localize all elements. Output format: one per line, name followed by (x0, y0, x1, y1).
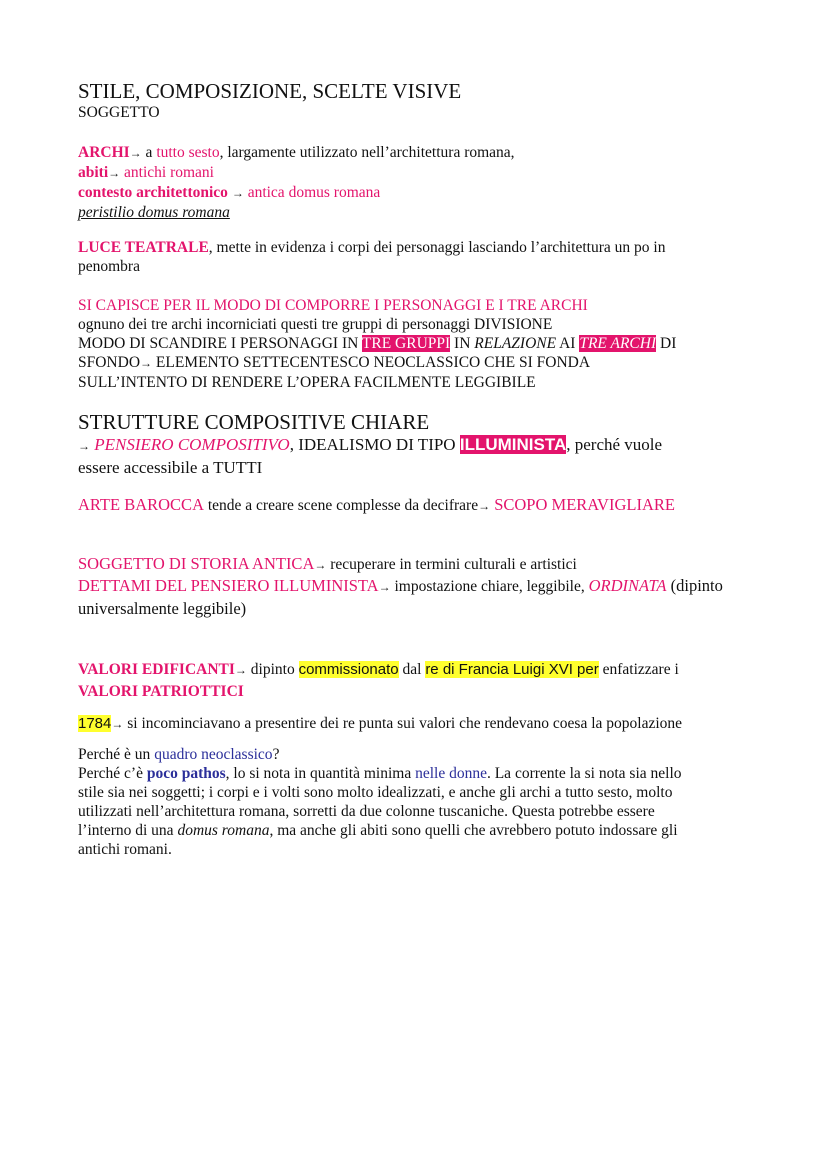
barocca-line (78, 494, 758, 517)
dettami-text: impostazione chiare, leggibile, (390, 578, 589, 595)
contesto-line (78, 183, 758, 203)
perche-l4-c: , ma anche gli abiti sono quelli che avrebbero potuto indossare gli (269, 822, 678, 839)
perche-line-2: stile sia nei soggetti; i corpi e i volti sono molto idealizzati, e anche gli archi a tutto sesto, molto (78, 784, 673, 801)
commissionato-highlight: commissionato (298, 661, 399, 678)
relazione-text: RELAZIONE (474, 335, 557, 352)
composizione-section (78, 296, 758, 392)
perche-l1-e: . La corrente la si nota sia nello (486, 765, 682, 782)
page-title: STILE, COMPOSIZIONE, SCELTE VISIVE (78, 79, 462, 103)
arrow-icon: → (231, 186, 244, 200)
dipinto-text: (dipinto (666, 576, 723, 595)
idealismo-text: , IDEALISMO DI TIPO (289, 435, 460, 454)
composizione-line-2 (78, 334, 758, 353)
arrow-icon: → (140, 356, 153, 370)
luce-text: , mette in evidenza i corpi dei personaggi lasciando l’architettura un po in (208, 239, 666, 256)
valori-c: enfatizzare i (598, 661, 679, 678)
arrow-icon: → (78, 439, 90, 453)
anno-text: si incominciavano a presentire dei re punta sui valori che rendevano coesa la popolazione (123, 715, 683, 732)
valori-a: dipinto (246, 661, 299, 678)
perche-q-b: ? (272, 746, 280, 763)
storia-label: SOGGETTO DI STORIA ANTICA (78, 554, 315, 573)
perche-line-3: utilizzati nell’architettura romana, sorretti da due colonne tuscaniche. Questa potrebbe essere (78, 803, 655, 820)
valori-section (78, 659, 758, 702)
arrow-icon: → (314, 558, 327, 572)
archi-rest: , largamente utilizzato nell’architettura romana, (219, 144, 515, 161)
arrow-icon: → (378, 580, 391, 594)
pensiero-text: PENSIERO COMPOSITIVO (94, 435, 290, 454)
strutture-line-2: essere accessibile a TUTTI (78, 458, 263, 477)
barocca-section (78, 494, 758, 517)
perche-line-5: antichi romani. (78, 841, 172, 858)
soggetto-section (78, 143, 758, 222)
archi-a: a (141, 144, 157, 161)
header-section (78, 79, 758, 122)
perche-q-a: Perché è un (78, 746, 155, 763)
storia-line-3: universalmente leggibile) (78, 599, 247, 618)
sfondo-text: SFONDO (78, 354, 141, 371)
subtitle: SOGGETTO (78, 104, 160, 121)
perche-question (78, 745, 758, 764)
composizione-heading: SI CAPISCE PER IL MODO DI COMPORRE I PERSONAGGI E I TRE ARCHI (78, 297, 588, 314)
luce-section (78, 238, 758, 276)
comp-text-c: AI (556, 335, 580, 352)
storia-section (78, 554, 758, 619)
barocca-text: tende a creare scene complesse da decifrare (203, 497, 479, 514)
perche-text: , perché vuole (566, 435, 663, 454)
luce-line (78, 238, 758, 257)
arrow-icon: → (111, 717, 124, 731)
tre-gruppi-highlight: TRE GRUPPI (361, 335, 451, 352)
contesto-label: contesto architettonico (78, 184, 228, 201)
archi-label: ARCHI (78, 144, 130, 161)
pathos-text: poco pathos (146, 765, 226, 782)
storia-line-2 (78, 575, 758, 598)
perche-section (78, 745, 758, 859)
perche-l1-c: , lo si nota in quantità minima (225, 765, 416, 782)
quadro-link: quadro neoclassico (154, 746, 273, 763)
contesto-value: antica domus romana (243, 184, 381, 201)
composizione-line-1: ognuno dei tre archi incorniciati questi tre gruppi di personaggi DIVISIONE (78, 316, 553, 333)
arrow-icon: → (234, 663, 247, 677)
archi-value: tutto sesto (156, 144, 220, 161)
valori-patriottici: VALORI PATRIOTTICI (78, 683, 244, 700)
abiti-label: abiti (78, 164, 109, 181)
anno-section (78, 713, 758, 735)
storia-text: recuperare in termini culturali e artistici (326, 556, 577, 573)
archi-line (78, 143, 758, 163)
comp-text-a: MODO DI SCANDIRE I PERSONAGGI IN (78, 335, 362, 352)
valori-line-1 (78, 659, 758, 681)
luce-line-2: penombra (78, 258, 140, 275)
strutture-section (78, 410, 758, 479)
anno-line (78, 713, 758, 735)
composizione-line-4: SULL’INTENTO DI RENDERE L’OPERA FACILMENTE LEGGIBILE (78, 374, 536, 391)
valori-b: dal (398, 661, 426, 678)
ordinata-text: ORDINATA (588, 576, 667, 595)
re-highlight: re di Francia Luigi XVI per (425, 661, 599, 678)
barocca-label: ARTE BAROCCA (78, 495, 204, 514)
year-highlight: 1784 (78, 715, 112, 732)
peristilio-line: peristilio domus romana (78, 204, 230, 221)
elemento-text: ELEMENTO SETTECENTESCO NEOCLASSICO CHE SI FONDA (152, 354, 591, 371)
valori-label: VALORI EDIFICANTI (78, 661, 235, 678)
composizione-line-3 (78, 353, 758, 373)
arrow-icon: → (129, 146, 142, 160)
abiti-line (78, 163, 758, 183)
storia-line-1 (78, 554, 758, 575)
arrow-icon: → (108, 166, 121, 180)
arrow-icon: → (478, 499, 491, 513)
perche-line-1 (78, 764, 758, 783)
strutture-heading: STRUTTURE COMPOSITIVE CHIARE (78, 410, 430, 434)
dettami-label: DETTAMI DEL PENSIERO ILLUMINISTA (78, 576, 379, 595)
luce-label: LUCE TEATRALE (78, 239, 209, 256)
domus-text: domus romana (177, 822, 270, 839)
comp-text-b: IN (450, 335, 475, 352)
strutture-line-1 (78, 434, 758, 457)
perche-l1-a: Perché c’è (78, 765, 147, 782)
tre-archi-highlight: TRE ARCHI (579, 335, 657, 352)
comp-text-d: DI (656, 335, 677, 352)
perche-l4-a: l’interno di una (78, 822, 178, 839)
illuminista-highlight: ILLUMINISTA (459, 435, 567, 454)
scopo-text: SCOPO MERAVIGLIARE (494, 495, 675, 514)
perche-line-4 (78, 821, 758, 840)
abiti-value: antichi romani (120, 164, 214, 181)
donne-text: nelle donne (415, 765, 487, 782)
